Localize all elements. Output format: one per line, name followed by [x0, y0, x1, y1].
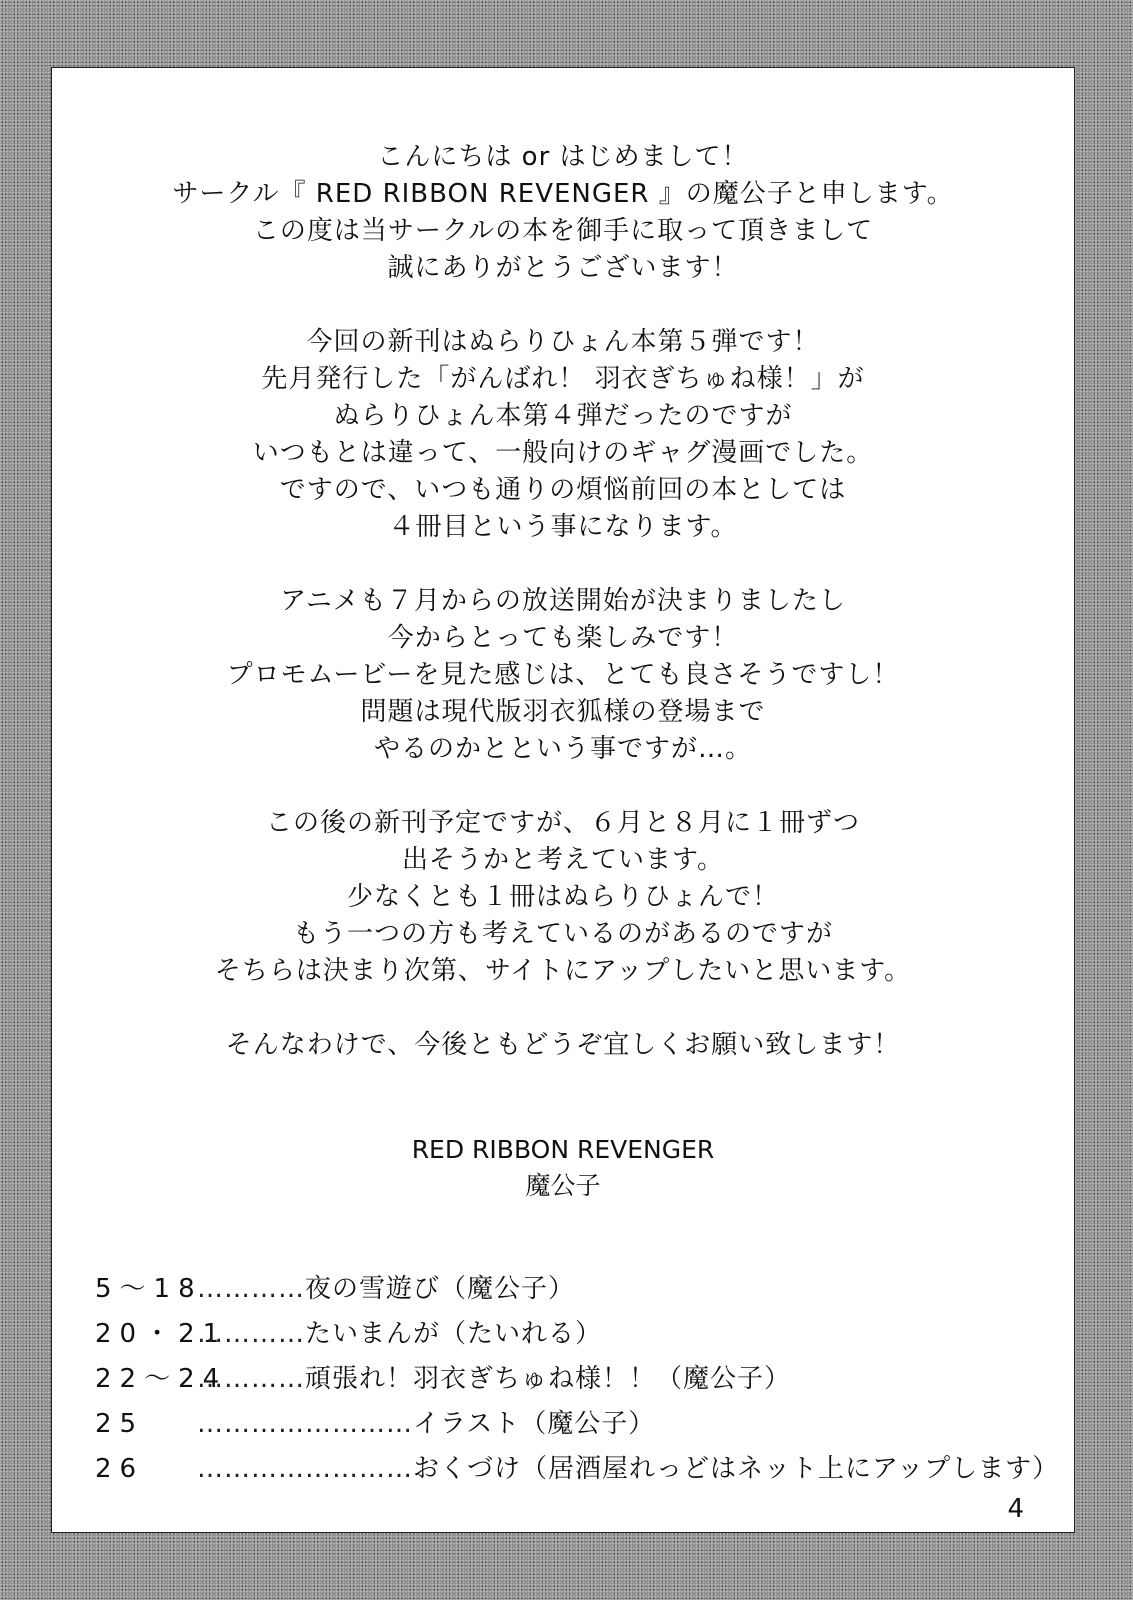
- message-line: 少なくとも１冊はぬらりひょんで！: [346, 882, 779, 912]
- author-message: [52, 139, 1074, 1101]
- paper-sheet: [51, 67, 1075, 1533]
- message-line: この後の新刊予定ですが、６月と８月に１冊ずつ: [265, 808, 860, 838]
- toc-title: たいまんが（たいれる）: [305, 1319, 603, 1349]
- toc-title: 夜の雪遊び（魔公子）: [305, 1274, 576, 1304]
- message-line: アニメも７月からの放送開始が決まりましたし: [280, 586, 846, 616]
- toc-title: 頑張れ！羽衣ぎちゅね様！！（魔公子）: [305, 1364, 792, 1394]
- toc-pages: 25: [95, 1409, 145, 1439]
- message-paragraph: [52, 1027, 1074, 1064]
- toc-leader-dots: …………: [197, 1274, 305, 1304]
- toc-title: イラスト（魔公子）: [413, 1409, 656, 1439]
- toc-pages: 26: [95, 1454, 145, 1484]
- message-line: こんにちは or はじめまして！: [377, 142, 749, 172]
- circle-name: RED RIBBON REVENGER: [411, 1135, 715, 1164]
- message-line: プロモムービーを見た感じは、とても良さそうですし！: [226, 660, 900, 690]
- toc-pages: 20・21: [95, 1319, 228, 1349]
- toc-entry: [95, 1357, 1059, 1402]
- message-line: 問題は現代版羽衣狐様の登場まで: [360, 697, 766, 727]
- message-line: ぬらりひょん本第４弾だったのですが: [333, 401, 793, 431]
- toc-leader-dots: ……………………: [197, 1409, 413, 1439]
- message-paragraph: [52, 805, 1074, 990]
- toc-pages: 5～18: [95, 1274, 203, 1304]
- toc-pages: 22～24: [95, 1364, 228, 1394]
- message-line: そんなわけで、今後ともどうぞ宜しくお願い致します！: [225, 1030, 901, 1060]
- toc-title: おくづけ（居酒屋れっどはネット上にアップします）: [413, 1454, 1060, 1484]
- message-paragraph: [52, 139, 1074, 287]
- toc-entry: [95, 1312, 1059, 1357]
- toc-leader-dots: …………: [197, 1364, 305, 1394]
- message-line: この度は当サークルの本を御手に取って頂きまして: [252, 216, 874, 246]
- author-name: 魔公子: [525, 1171, 601, 1200]
- message-line: ですので、いつも通りの煩悩前回の本としては: [279, 475, 847, 505]
- toc-leader-dots: ……………………: [197, 1454, 413, 1484]
- message-paragraph: [52, 324, 1074, 546]
- message-line: 出そうかと考えています。: [402, 845, 724, 875]
- message-line: サークル『 RED RIBBON REVENGER 』の魔公子と申します。: [172, 179, 954, 209]
- message-line: そちらは決まり次第、サイトにアップしたいと思います。: [214, 956, 912, 986]
- message-line: 今回の新刊はぬらりひょん本第５弾です！: [306, 327, 820, 357]
- message-line: 先月発行した「がんばれ！ 羽衣ぎちゅね様！」が: [261, 364, 865, 394]
- toc-leader-dots: …………: [197, 1319, 305, 1349]
- toc-entry: [95, 1447, 1059, 1492]
- table-of-contents: [95, 1267, 1059, 1492]
- message-line: やるのかとという事ですが…。: [373, 734, 752, 764]
- page-number: 4: [1007, 1494, 1024, 1524]
- message-line: いつもとは違って、一般向けのギャグ漫画でした。: [252, 438, 874, 468]
- message-line: もう一つの方も考えているのがあるのですが: [292, 919, 833, 949]
- signature: [52, 1132, 1074, 1204]
- toc-entry: [95, 1402, 1059, 1447]
- toc-entry: [95, 1267, 1059, 1312]
- message-line: 誠にありがとうございます！: [387, 253, 739, 283]
- message-line: 今からとっても楽しみです！: [387, 623, 739, 653]
- message-line: ４冊目という事になります。: [388, 512, 738, 542]
- message-paragraph: [52, 583, 1074, 768]
